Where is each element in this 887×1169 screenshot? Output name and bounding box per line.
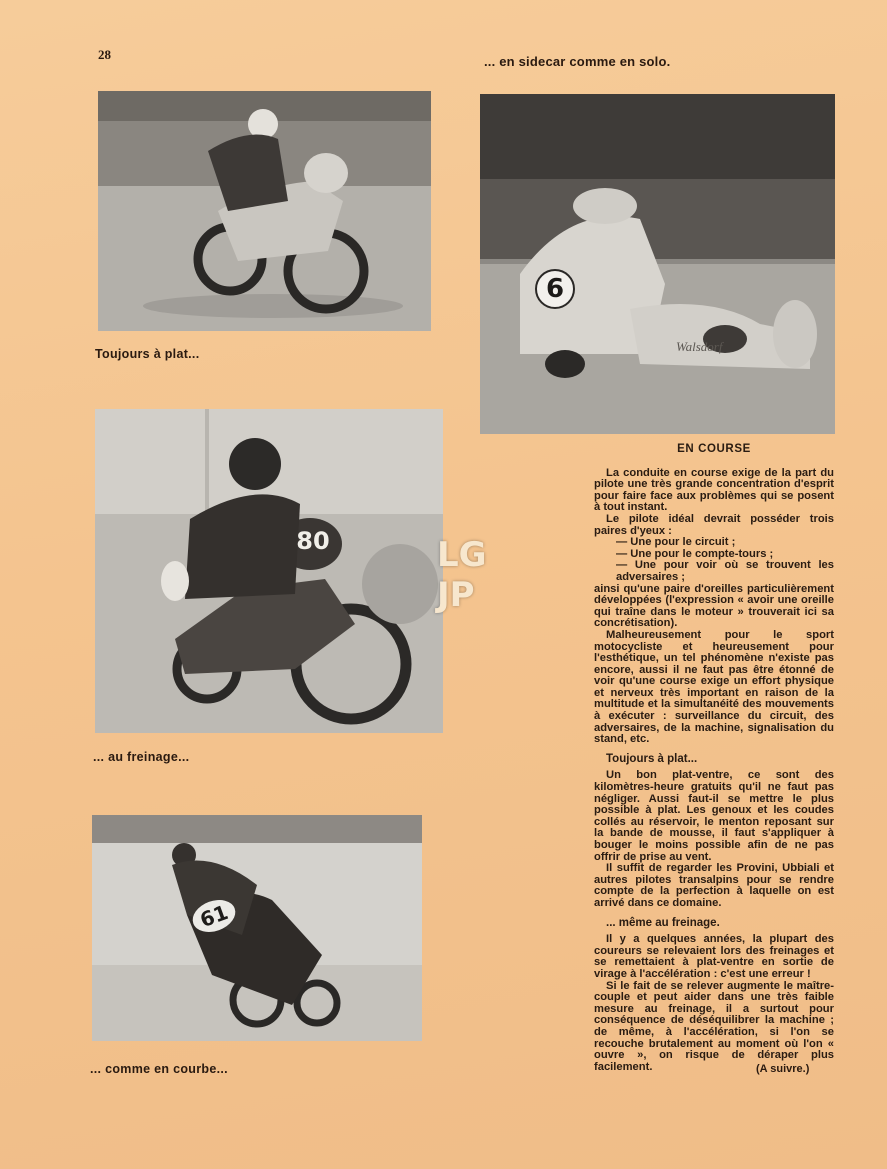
watermark-logo: [437, 535, 517, 625]
caption-toujours: Toujours à plat...: [95, 347, 200, 361]
photo-rider-braking: [95, 409, 443, 733]
article-body: [594, 444, 834, 1073]
section-title-freinage: ... même au freinage.: [606, 916, 720, 929]
race-number-61: 61: [188, 894, 240, 937]
section2-paragraph-2: Il suffit de regarder les Provini, Ubbiali et autres pilotes transalpins pour se rendre compte de la perfection à laquelle on est arrivé dans ce domaine.: [594, 862, 834, 909]
race-number-80: 80: [296, 527, 330, 555]
list-item: — Une pour le compte-tours ;: [616, 547, 774, 560]
watermark-line1: LG: [437, 535, 487, 575]
article-intro-1: La conduite en course exige de la part du pilote une très grande concentration d'esprit pour faire face aux problèmes qui se posent à tout instant.: [594, 466, 834, 514]
watermark-line2: JP: [437, 575, 475, 615]
list-item: — Une pour voir où se trouvent les adversaires ;: [616, 559, 834, 583]
section2-paragraph-1: Un bon plat-ventre, ce sont des kilomètres-heure gratuits qu'il ne faut pas négliger. Aussi faut-il se mettre le plus possible à plat. Les genoux et les coudes collés au réservoir, le menton reposant sur la bande de mousse, il faut s'appliquer à bouger le moins possible afin de ne pas offrir de prise au vent.: [594, 769, 834, 863]
article-intro-2: Le pilote idéal devrait posséder trois paires d'yeux :: [594, 512, 834, 537]
caption-freinage: ... au freinage...: [93, 750, 190, 764]
section3-paragraph-2: Si le fait de se relever augmente le maître-couple et peut aider dans une très faible mesure au freinage, il a surtout pour conséquence de déséquilibrer la machine ; de même, à l'accélération, si l'on se recouche brutalement au moment où l'on « ouvre », on risque de déraper plus facilement.: [594, 979, 834, 1073]
caption-courbe: ... comme en courbe...: [90, 1062, 228, 1076]
article-malheur: Malheureusement pour le sport motocycliste et heureusement pour l'esthétique, un tel phénomène n'existe pas encore, aussi il ne faut pas être étonné de voir qu'une course exige un effort physique et nerveux très important en raison de la multitude et la simultanéité des mouvements à exécuter : surveillance du circuit, des adversaires, de la machine, signalisation du stand, etc.: [594, 628, 834, 746]
photo-rider-cornering: [92, 815, 422, 1041]
list-item: — Une pour le circuit ;: [616, 536, 736, 549]
photo-rider-flat: [98, 91, 431, 331]
page-header: ... en sidecar comme en solo.: [484, 54, 671, 69]
article-title: EN COURSE: [677, 443, 751, 455]
article-after-list: ainsi qu'une paire d'oreilles particulièrement développées (l'expression « avoir une oreille qui traîne dans le moteur » trouverait ici sa concrétisation).: [594, 582, 834, 630]
sidecar-label: Walsdorf: [676, 339, 723, 354]
photo-sidecar: [480, 94, 835, 434]
sidecar-number-6: 6: [535, 269, 575, 309]
section-title-toujours: Toujours à plat...: [606, 752, 698, 765]
a-suivre-note: (A suivre.): [756, 1063, 810, 1075]
page-number: 28: [98, 47, 111, 62]
section3-paragraph-1: Il y a quelques années, la plupart des coureurs se relevaient lors des freinages et se remettaient à plat-ventre en sortie de virage à l'accélération : c'est une erreur !: [594, 933, 834, 980]
